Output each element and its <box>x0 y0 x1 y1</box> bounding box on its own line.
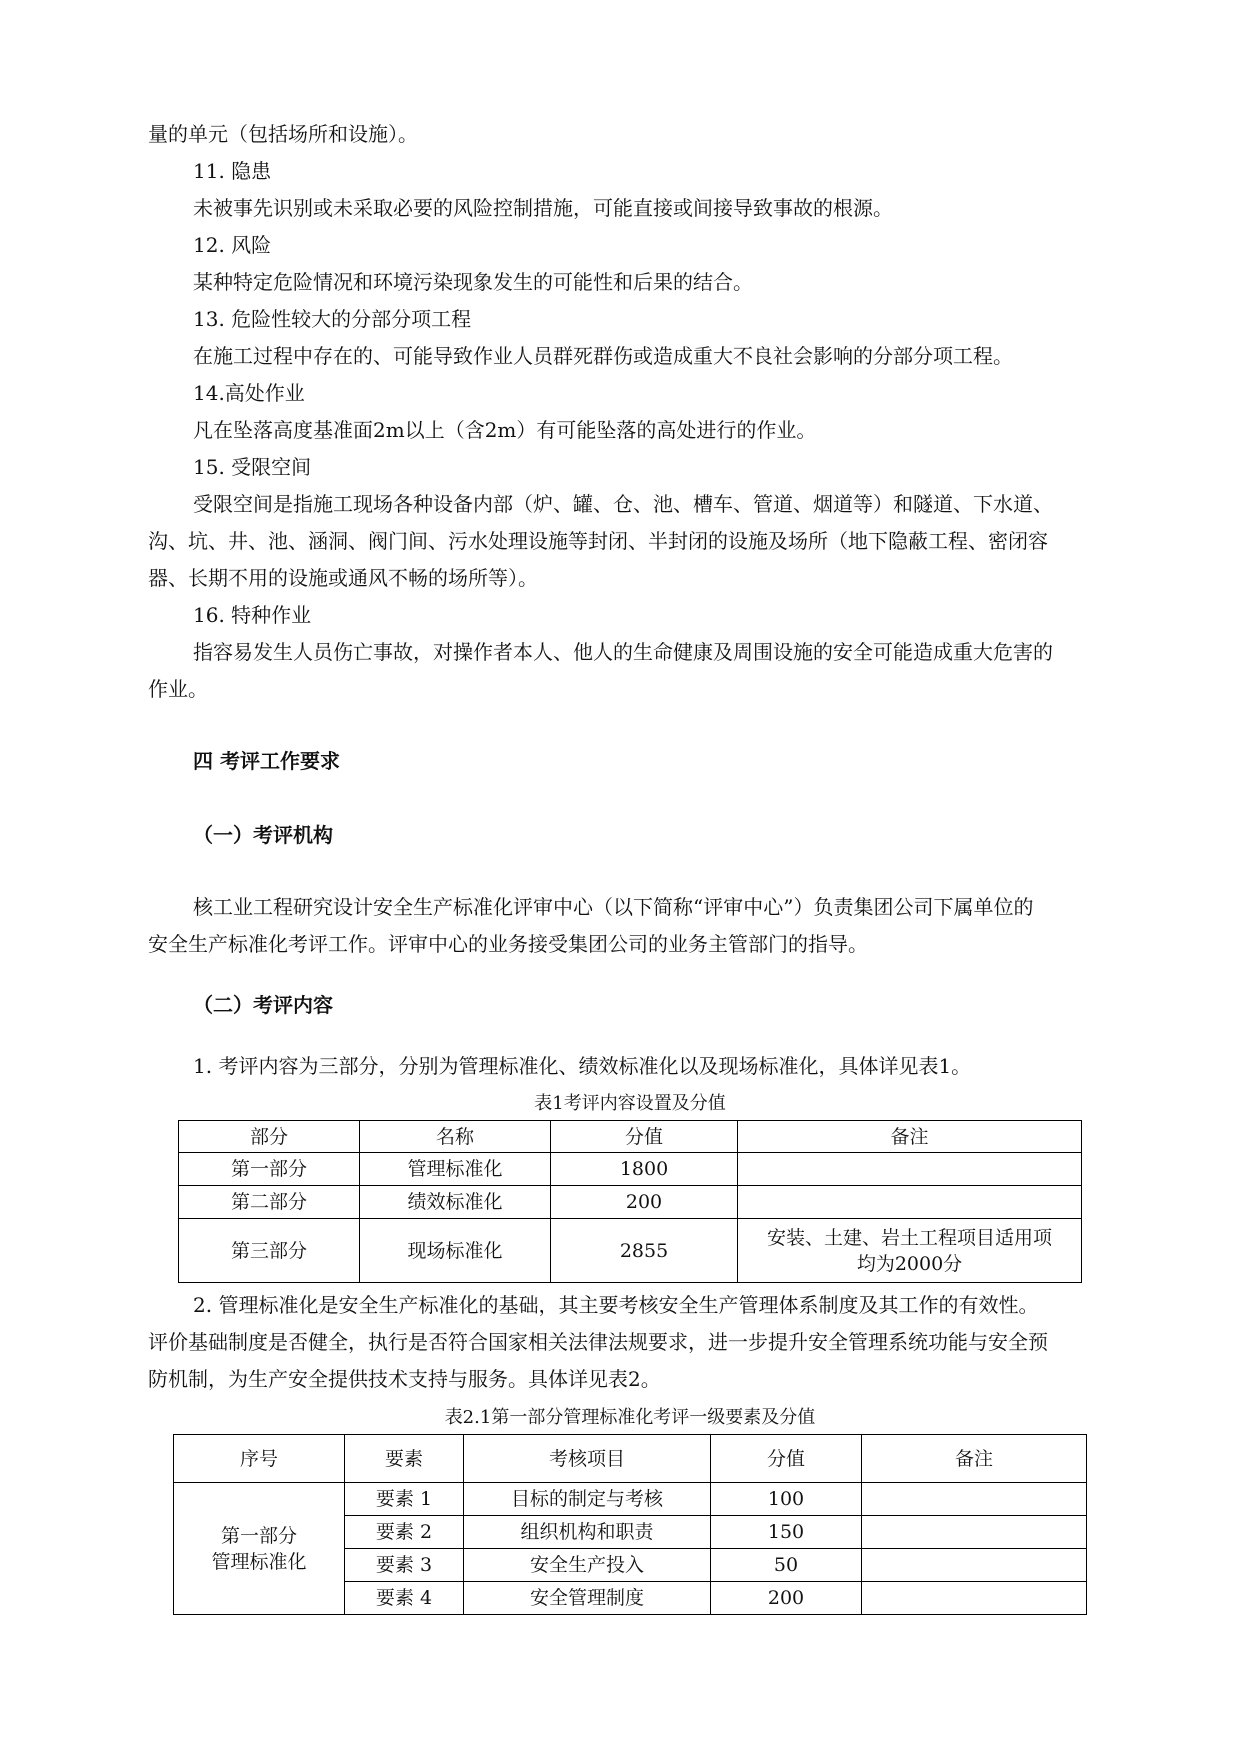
subsection-heading-2: （二）考评内容 <box>193 993 333 1017</box>
table-row <box>174 1483 1087 1516</box>
table-cell <box>738 1186 1082 1219</box>
table2-group-cell <box>174 1483 345 1615</box>
group-label-line-1: 第一部分 <box>220 1524 297 1547</box>
table2-header-cell: 考核项目 <box>464 1435 711 1483</box>
note-line-2: 均为2000分 <box>856 1252 963 1275</box>
table1-header-row <box>179 1121 1082 1153</box>
term-definition-14: 凡在坠落高度基准面2m以上（含2m）有可能坠落的高处进行的作业。 <box>193 418 817 442</box>
term-heading-12: 12. 风险 <box>193 233 272 257</box>
table-cell: 100 <box>711 1483 862 1516</box>
table-cell: 目标的制定与考核 <box>464 1483 711 1516</box>
table2-header-cell: 分值 <box>711 1435 862 1483</box>
term-heading-15: 15. 受限空间 <box>193 455 312 479</box>
table-cell: 绩效标准化 <box>360 1186 551 1219</box>
table-cell <box>738 1153 1082 1186</box>
table2-header-cell: 序号 <box>174 1435 345 1483</box>
org-paragraph-line1: 核工业工程研究设计安全生产标准化评审中心（以下简称“评审中心”）负责集团公司下属单位的 <box>193 895 1034 919</box>
term-heading-13: 13. 危险性较大的分部分项工程 <box>193 307 472 331</box>
table-cell: 200 <box>711 1582 862 1615</box>
content-paragraph-2-line2: 评价基础制度是否健全，执行是否符合国家相关法律法规要求，进一步提升安全管理系统功能与安全预 <box>148 1330 1048 1354</box>
term-definition-16-line1: 指容易发生人员伤亡事故，对操作者本人、他人的生命健康及周围设施的安全可能造成重大危害的 <box>193 640 1053 664</box>
term-definition-15-line1: 受限空间是指施工现场各种设备内部（炉、罐、仓、池、槽车、管道、烟道等）和隧道、下水道、 <box>193 492 1053 516</box>
table-cell: 2855 <box>551 1219 738 1283</box>
org-paragraph-line2: 安全生产标准化考评工作。评审中心的业务接受集团公司的业务主管部门的指导。 <box>148 932 868 956</box>
table-cell: 安全管理制度 <box>464 1582 711 1615</box>
term-definition-15-line2: 沟、坑、井、池、涵洞、阀门间、污水处理设施等封闭、半封闭的设施及场所（地下隐蔽工程、密闭容 <box>148 529 1048 553</box>
table-cell <box>862 1483 1087 1516</box>
table-cell: 要素 3 <box>345 1549 464 1582</box>
term-definition-12: 某种特定危险情况和环境污染现象发生的可能性和后果的结合。 <box>193 270 753 294</box>
table-row <box>179 1186 1082 1219</box>
table-cell: 安全生产投入 <box>464 1549 711 1582</box>
table-cell: 第二部分 <box>179 1186 360 1219</box>
term-heading-11: 11. 隐患 <box>193 159 272 183</box>
table-cell: 要素 4 <box>345 1582 464 1615</box>
table2-header-cell: 要素 <box>345 1435 464 1483</box>
content-paragraph-2-line3: 防机制，为生产安全提供技术支持与服务。具体详见表2。 <box>148 1367 661 1391</box>
table-cell: 1800 <box>551 1153 738 1186</box>
table-row <box>179 1153 1082 1186</box>
table-cell: 第一部分 <box>179 1153 360 1186</box>
table-cell: 50 <box>711 1549 862 1582</box>
table2-header-row <box>174 1435 1087 1483</box>
term-definition-11: 未被事先识别或未采取必要的风险控制措施，可能直接或间接导致事故的根源。 <box>193 196 893 220</box>
table-cell: 组织机构和职责 <box>464 1516 711 1549</box>
table-cell: 要素 1 <box>345 1483 464 1516</box>
table-cell: 要素 2 <box>345 1516 464 1549</box>
term-heading-16: 16. 特种作业 <box>193 603 312 627</box>
term-definition-15-line3: 器、长期不用的设施或通风不畅的场所等）。 <box>148 566 538 590</box>
table-cell: 200 <box>551 1186 738 1219</box>
group-label-line-2: 管理标准化 <box>211 1550 307 1573</box>
table-cell: 现场标准化 <box>360 1219 551 1283</box>
table1-header-cell: 名称 <box>360 1121 551 1153</box>
table2 <box>173 1434 1087 1615</box>
table1 <box>178 1120 1082 1283</box>
table-cell: 150 <box>711 1516 862 1549</box>
table2-header-cell: 备注 <box>862 1435 1087 1483</box>
term-heading-14: 14.高处作业 <box>193 381 305 405</box>
subsection-heading-1: （一）考评机构 <box>193 823 333 847</box>
content-paragraph-2-line1: 2. 管理标准化是安全生产标准化的基础，其主要考核安全生产管理体系制度及其工作的有效性。 <box>193 1293 1039 1317</box>
table1-header-cell: 部分 <box>179 1121 360 1153</box>
table-cell <box>862 1516 1087 1549</box>
table2-caption: 表2.1第一部分管理标准化考评一级要素及分值 <box>444 1407 816 1428</box>
table-cell: 第三部分 <box>179 1219 360 1283</box>
term-definition-13: 在施工过程中存在的、可能导致作业人员群死群伤或造成重大不良社会影响的分部分项工程。 <box>193 344 1013 368</box>
section-heading-4: 四 考评工作要求 <box>193 749 340 773</box>
table-cell: 管理标准化 <box>360 1153 551 1186</box>
table-cell-note <box>738 1219 1082 1283</box>
table-cell <box>862 1549 1087 1582</box>
content-paragraph-1: 1. 考评内容为三部分，分别为管理标准化、绩效标准化以及现场标准化，具体详见表1。 <box>193 1054 972 1078</box>
paragraph-text: 量的单元（包括场所和设施）。 <box>148 122 418 146</box>
table1-header-cell: 备注 <box>738 1121 1082 1153</box>
term-definition-16-line2: 作业。 <box>148 677 208 701</box>
table-cell <box>862 1582 1087 1615</box>
table-row <box>179 1219 1082 1283</box>
table1-caption: 表1考评内容设置及分值 <box>534 1093 726 1114</box>
note-line-1: 安装、土建、岩土工程项目适用项 <box>766 1226 1052 1249</box>
table1-header-cell: 分值 <box>551 1121 738 1153</box>
